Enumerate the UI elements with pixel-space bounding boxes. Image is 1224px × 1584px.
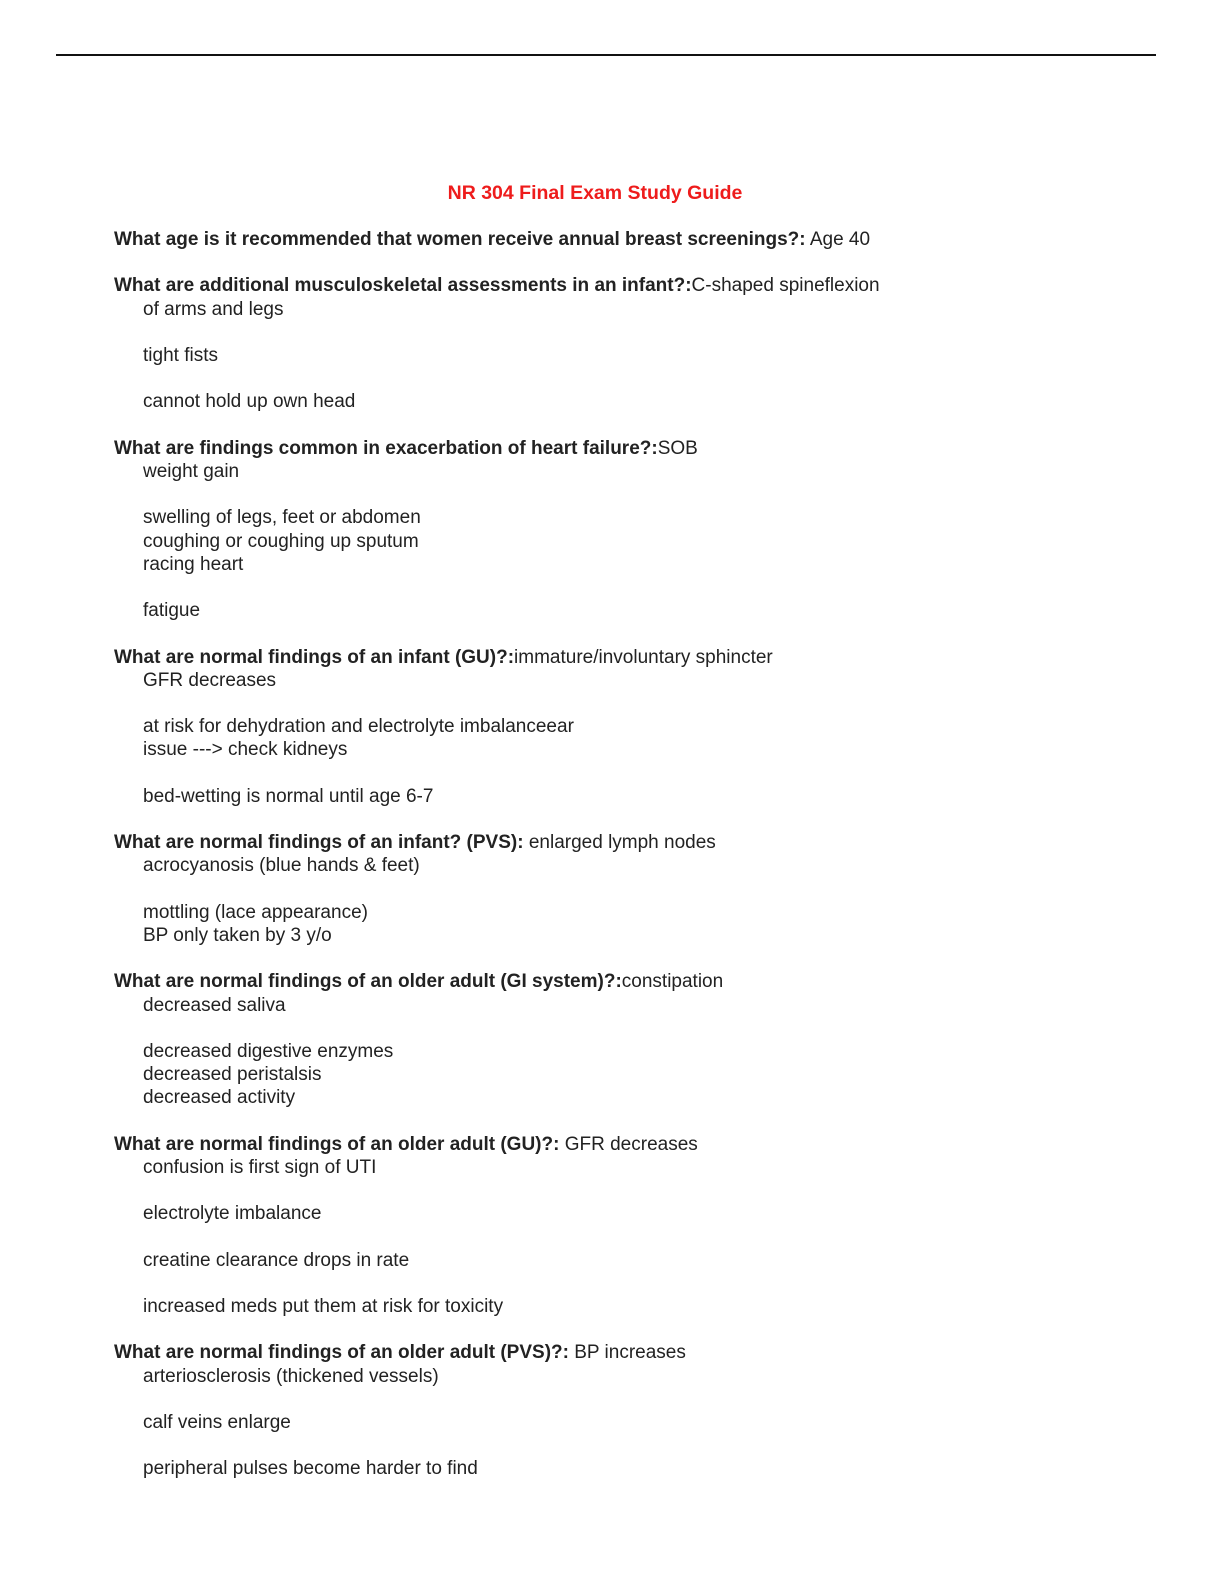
question-text: What are normal findings of an infant (GU)?: — [114, 646, 515, 668]
question-text: What are normal findings of an infant? (PVS): — [114, 832, 524, 854]
question-line — [114, 970, 1154, 993]
answer-line: confusion is first sign of UTI — [143, 1156, 377, 1178]
question-text: What are normal findings of an older adult (GU)?: — [114, 1133, 560, 1155]
question-line — [114, 228, 1154, 251]
answer-text: C-shaped spineflexion — [691, 275, 880, 297]
qa-block — [114, 437, 1154, 623]
answer-line: weight gain — [143, 460, 240, 482]
answer-line: racing heart — [143, 553, 244, 575]
question-line — [114, 831, 1154, 854]
answer-text: SOB — [657, 437, 698, 459]
answer-line: tight fists — [143, 344, 218, 366]
answer-line: cannot hold up own head — [143, 391, 356, 413]
answer-line: issue ---> check kidneys — [143, 739, 348, 761]
answer-line: electrolyte imbalance — [143, 1203, 322, 1225]
qa-block — [114, 274, 1154, 413]
question-text: What are findings common in exacerbation of heart failure?: — [114, 437, 658, 459]
answer-text: Age 40 — [805, 229, 871, 250]
answer-text: constipation — [621, 971, 724, 993]
study-guide-content — [114, 228, 1154, 1504]
qa-block — [114, 228, 1154, 251]
answer-line: increased meds put them at risk for toxicity — [143, 1296, 504, 1318]
page-title: NR 304 Final Exam Study Guide — [447, 182, 743, 204]
question-line — [114, 1133, 1154, 1156]
answer-text: BP increases — [568, 1342, 686, 1364]
answer-line: decreased digestive enzymes — [143, 1040, 394, 1062]
answer-line: at risk for dehydration and electrolyte imbalanceear — [143, 716, 574, 738]
answer-line: creatine clearance drops in rate — [143, 1249, 410, 1271]
answer-line: decreased peristalsis — [143, 1064, 322, 1086]
answer-line: decreased activity — [143, 1087, 296, 1109]
answer-text: immature/involuntary sphincter — [514, 646, 773, 668]
answer-line: mottling (lace appearance) — [143, 901, 368, 923]
question-line — [114, 646, 1154, 669]
answer-line: decreased saliva — [143, 994, 286, 1016]
answer-line: bed-wetting is normal until age 6-7 — [143, 785, 434, 807]
answer-line: arteriosclerosis (thickened vessels) — [143, 1365, 439, 1387]
answer-line: GFR decreases — [143, 669, 277, 691]
answer-text: GFR decreases — [559, 1133, 698, 1155]
question-line — [114, 437, 1154, 460]
answer-line: coughing or coughing up sputum — [143, 530, 419, 552]
answer-line: calf veins enlarge — [143, 1412, 291, 1434]
answer-line: BP only taken by 3 y/o — [143, 924, 332, 946]
header-rule — [56, 54, 1156, 56]
qa-block — [114, 831, 1154, 947]
answer-text: enlarged lymph nodes — [523, 832, 716, 854]
question-text: What are additional musculoskeletal assessments in an infant?: — [114, 275, 692, 297]
answer-line: peripheral pulses become harder to find — [143, 1458, 478, 1480]
answer-line: of arms and legs — [143, 298, 284, 320]
question-line — [114, 1341, 1154, 1364]
question-text: What age is it recommended that women receive annual breast screenings?: — [114, 229, 806, 250]
qa-block — [114, 970, 1154, 1109]
question-line — [114, 274, 1154, 297]
qa-block — [114, 1341, 1154, 1480]
qa-block — [114, 1133, 1154, 1319]
answer-line: fatigue — [143, 600, 201, 622]
answer-line: acrocyanosis (blue hands & feet) — [143, 855, 420, 877]
answer-line: swelling of legs, feet or abdomen — [143, 507, 421, 529]
question-text: What are normal findings of an older adult (GI system)?: — [114, 971, 622, 993]
qa-block — [114, 646, 1154, 808]
question-text: What are normal findings of an older adult (PVS)?: — [114, 1342, 569, 1364]
